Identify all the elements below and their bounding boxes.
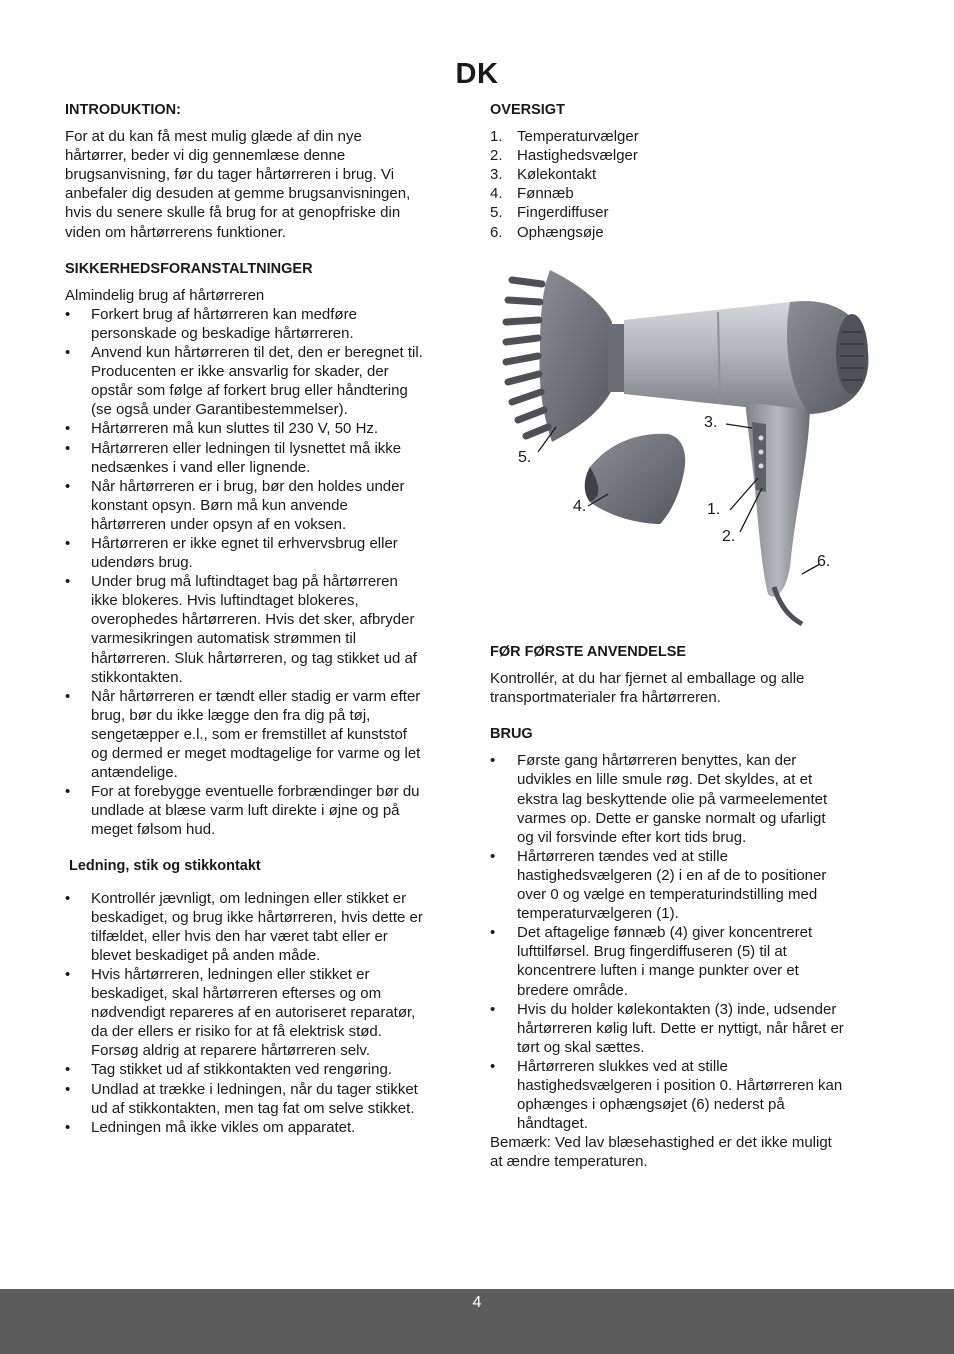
list-item: • Forkert brug af hårtørreren kan medføre personskade og beskadige hårtørreren. — [65, 305, 425, 343]
list-item: 2. Hastighedsvælger — [490, 147, 638, 165]
callout-5: 5. — [518, 449, 532, 466]
list-item: • Hårtørreren slukkes ved at stille hastighedsvælgeren i position 0. Hårtørreren kan ophænges i ophængsøjet (6) nederst på håndtaget. — [490, 1057, 845, 1133]
before-first-use-text: Kontrollér, at du har fjernet al emballage og alle transportmaterialer fra hårtørreren. — [490, 670, 805, 707]
list-item: • Undlad at trække i ledningen, når du tager stikket ud af stikkontakten, men tag fat om selve stikket. — [65, 1080, 425, 1118]
intro-text: For at du kan få mest mulig glæde af din nye hårtørrer, beder vi dig gennemlæse denne brugsanvisning, før du tager hårtørreren i brug. Vi anbefaler dig desuden at gemme brugsanvisningen, hvis du senere skulle få brug for at genopfriske din viden om hårtørrerens funktioner. — [65, 128, 411, 241]
hair-dryer-drawing — [490, 262, 890, 632]
list-item: • Hårtørreren tændes ved at stille hastighedsvælgeren (2) i en af de to positioner over 0 og vælge en temperaturindstilling med temperaturvælgeren (1). — [490, 847, 845, 923]
list-item: • Det aftagelige fønnæb (4) giver koncentreret lufttilførsel. Brug fingerdiffuseren (5) til at koncentrere luften i mange punkter over et bredere område. — [490, 923, 845, 999]
cord-heading: Ledning, stik og stikkontakt — [69, 858, 261, 875]
cord-list — [65, 889, 425, 1137]
list-item: • Når hårtørreren er i brug, bør den holdes under konstant opsyn. Børn må kun anvende hårtørreren under opsyn af en voksen. — [65, 477, 425, 534]
page-number: 4 — [472, 1294, 482, 1311]
dryer-handle-shape — [745, 402, 810, 624]
list-item: • Hårtørreren eller ledningen til lysnettet må ikke nedsænkes i vand eller lignende. — [65, 439, 425, 477]
list-item: 1. Temperaturvælger — [490, 128, 639, 146]
list-item: 4. Fønnæb — [490, 185, 574, 203]
callout-1: 1. — [707, 501, 721, 518]
list-item: • Kontrollér jævnligt, om ledningen eller stikket er beskadiget, og brug ikke hårtørreren, hvis dette er tilfældet, eller hvis den har været tabt eller er blevet beskadiget på anden måde. — [65, 889, 425, 965]
dryer-body-shape — [624, 301, 868, 414]
list-item: 6. Ophængsøje — [490, 223, 604, 241]
list-item: • Tag stikket ud af stikkontakten ved rengøring. — [65, 1060, 425, 1079]
list-item: • Første gang hårtørreren benyttes, kan der udvikles en lille smule røg. Det skyldes, at et ekstra lag beskyttende olie på varmeelementet varmes op. Dette er ganske normalt og ufarligt og vil forsvinde efter kort tids brug. — [490, 751, 845, 846]
list-item: • Anvend kun hårtørreren til det, den er beregnet til. Producenten er ikke ansvarlig for skader, der opstår som følge af forkert brug eller håndtering (se også under Garantibestemmelser). — [65, 343, 425, 419]
usage-note: Bemærk: Ved lav blæsehastighed er det ikke muligt at ændre temperaturen. — [490, 1134, 832, 1171]
list-item: 5. Fingerdiffuser — [490, 204, 609, 222]
safety-subheading: Almindelig brug af hårtørreren — [65, 286, 265, 304]
callout-6: 6. — [817, 553, 831, 570]
hair-dryer-illustration — [490, 262, 890, 632]
page-footer — [0, 1289, 954, 1354]
safety-heading: SIKKERHEDSFORANSTALTNINGER — [65, 260, 313, 277]
callout-3: 3. — [704, 414, 718, 431]
usage-list — [490, 751, 845, 1133]
nozzle-shape — [585, 434, 685, 524]
language-heading: DK — [455, 58, 499, 90]
list-item: • Når hårtørreren er tændt eller stadig er varm efter brug, bør du ikke lægge den fra dig på tøj, sengetæpper e.l., som er fremstillet af kunststof og dermed er meget modtagelige for varme og let antændelige. — [65, 687, 425, 782]
left-column — [65, 101, 425, 1137]
diffuser-shape — [506, 270, 626, 442]
list-item: • Ledningen må ikke vikles om apparatet. — [65, 1118, 425, 1137]
list-item: • Hårtørreren er ikke egnet til erhvervsbrug eller udendørs brug. — [65, 534, 425, 572]
callout-4: 4. — [573, 498, 587, 515]
list-item: • For at forebygge eventuelle forbrændinger bør du undlade at blæse varm luft direkte i øjne og på meget følsom hud. — [65, 782, 425, 839]
overview-heading: OVERSIGT — [490, 102, 565, 118]
overview-list — [490, 127, 850, 242]
list-item: • Hvis du holder kølekontakten (3) inde, udsender hårtørreren kølig luft. Dette er nyttigt, når håret er tørt og skal sættes. — [490, 1000, 845, 1057]
safety-list — [65, 305, 425, 840]
list-item: • Hårtørreren må kun sluttes til 230 V, 50 Hz. — [65, 419, 425, 438]
list-item: • Hvis hårtørreren, ledningen eller stikket er beskadiget, skal hårtørreren efterses og om nødvendigt repareres af en autoriseret reparatør, da der ellers er risiko for at få elektrisk stød. Forsøg aldrig at reparere hårtørreren selv. — [65, 965, 425, 1060]
overview-section — [490, 101, 850, 242]
list-item: 3. Kølekontakt — [490, 166, 597, 184]
right-lower-column — [490, 643, 845, 1171]
intro-heading: INTRODUKTION: — [65, 102, 181, 118]
before-first-use-heading: FØR FØRSTE ANVENDELSE — [490, 644, 687, 660]
callout-2: 2. — [722, 528, 736, 545]
usage-heading: BRUG — [490, 726, 533, 743]
list-item: • Under brug må luftindtaget bag på hårtørreren ikke blokeres. Hvis luftindtaget blokeres, overophedes hårtørreren. Hvis det sker, afbryder varmesikringen automatisk strømmen til hårtørreren. Sluk hårtørreren, og tag stikket ud af stikkontakten. — [65, 572, 425, 687]
